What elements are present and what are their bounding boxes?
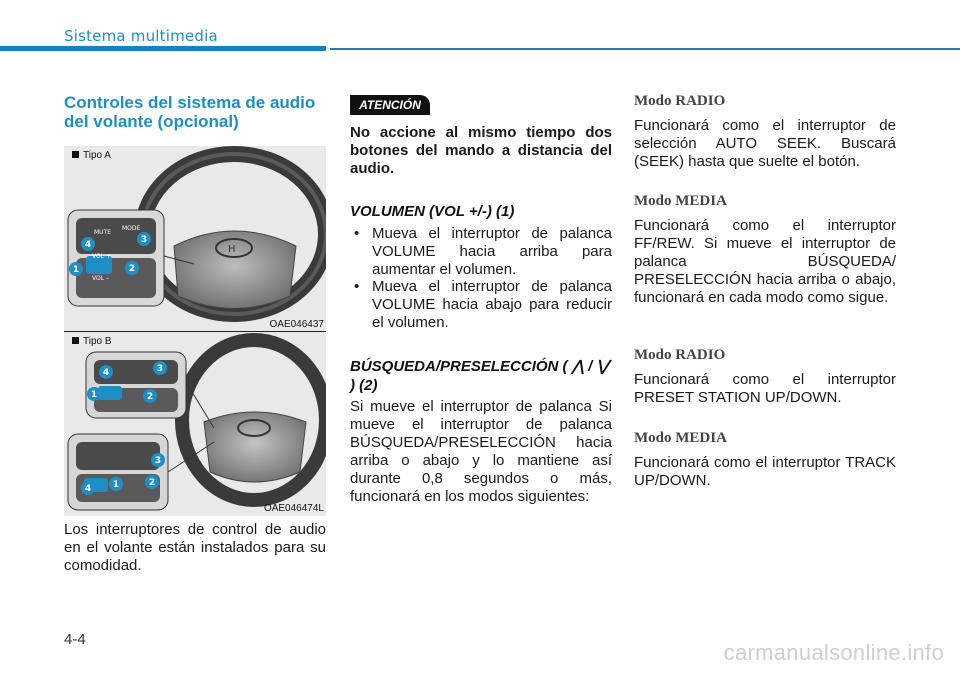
mode-title: Modo MEDIA [634,430,727,446]
mode-text: Funcionará como el interruptor de selección AUTO SEEK. Buscará (SEEK) hasta que suelte el botón. [634,117,896,170]
volume-heading: VOLUMEN (VOL +/-) (1) [350,203,515,220]
mode-title: Modo RADIO [634,347,726,363]
bullet-text: Mueva el interruptor de palanca VOLUME hacia abajo para reducir el volumen. [372,278,612,331]
volume-bullet [350,225,612,279]
section-header: Sistema multimedia [64,27,218,45]
svg-text:3: 3 [154,456,162,466]
svg-text:VOL –: VOL – [92,275,109,282]
mode-title: Modo RADIO [634,93,726,109]
svg-text:4: 4 [102,368,110,378]
figure-b-code: OAE046474L [263,503,324,514]
svg-text:1: 1 [112,480,120,490]
svg-text:4: 4 [84,240,92,250]
intro-paragraph: Los interruptores de control de audio en el volante están instalados para su comodidad. [64,521,326,574]
svg-text:MODE: MODE [122,225,141,232]
svg-text:1: 1 [72,265,80,275]
bullet-text: Mueva el interruptor de palanca VOLUME hacia arriba para aumentar el volumen. [372,225,612,278]
figure-type-b [64,332,326,516]
mode-title: Modo MEDIA [634,193,727,209]
figure-type-a [64,146,326,332]
section-title: Controles del sistema de audio del volante (opcional) [64,93,316,131]
svg-text:3: 3 [140,235,148,245]
bullet-dot: • [354,278,360,295]
mode-text: Funcionará como el interruptor TRACK UP/DOWN. [634,454,896,489]
volume-bullet [350,278,612,332]
watermark: carmanualsonline.info [723,640,944,665]
mode-text: Funcionará como el interruptor PRESET STATION UP/DOWN. [634,371,896,406]
svg-text:H: H [228,244,236,255]
figure-a-code: OAE046437 [269,319,324,330]
header-rule-thin [330,48,960,50]
bullet-dot: • [354,225,360,242]
svg-text:1: 1 [90,390,98,400]
mode-text: Funcionará como el interruptor FF/REW. Si mueve el interruptor de palanca BÚSQUEDA/ PRESELECCIÓN hacia arriba o abajo, funcionará en cada modo como sigue. [634,217,896,306]
header-rule-thick [0,46,326,51]
search-paragraph: Si mueve el interruptor de palanca Si mueve el interruptor de palanca BÚSQUEDA/PRESELECCIÓN hacia arriba o abajo y lo mantiene así durante 0,8 segundos o más, funcionará en los modos siguientes: [350,398,612,505]
figure-a-label: Tipo A [72,150,115,161]
svg-text:VOL +: VOL + [92,253,111,260]
attention-badge: ATENCIÓN [350,95,430,115]
svg-text:2: 2 [146,392,154,402]
svg-text:4: 4 [84,484,92,494]
svg-text:2: 2 [148,478,156,488]
page-number: 4-4 [64,631,86,648]
svg-text:2: 2 [128,264,136,274]
attention-text: No accione al mismo tiempo dos botones del mando a distancia del audio. [350,124,612,177]
search-heading: BÚSQUEDA/PRESELECCIÓN ( ⋀ / ⋁ ) (2) [350,358,609,394]
figure-b-label: Tipo B [72,336,116,347]
steering-wheel-illustration-a [64,146,326,332]
svg-text:3: 3 [156,364,164,374]
steering-wheel-illustration-b [64,332,326,516]
svg-text:MUTE: MUTE [94,229,112,236]
